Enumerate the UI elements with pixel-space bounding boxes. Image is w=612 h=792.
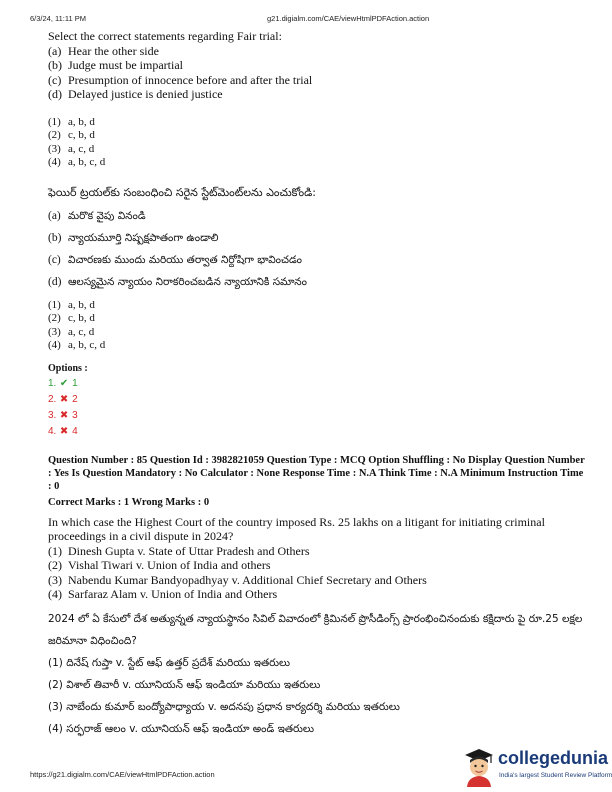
collegedunia-logo: [462, 745, 612, 789]
option-row: 3. ✖ 3: [48, 408, 588, 424]
cross-icon: ✖: [59, 425, 69, 437]
q85-prompt: In which case the Highest Court of the country imposed Rs. 25 lakhs on a litigant for initiating criminal proceedings in a civil dispute in 2024?: [48, 514, 545, 543]
q85-question-info: Question Number : 85 Question Id : 3982821059 Question Type : MCQ Option Shuffling : No Display Question Number : Yes Is Question Mandatory : No Calculator : None Response Time : N.A Think Time : N.A Minimum Instruction Time : 0: [48, 454, 585, 492]
q84-telugu-statement: (b) న్యాయమూర్తి నిష్పక్షపాతంగా ఉండాలి: [48, 231, 219, 244]
q84-telugu-answer: (3) a, c, d: [48, 325, 95, 338]
q85-telugu-answer: (1) దినేష్ గుప్తా v. స్టేట్ ఆఫ్ ఉత్తర్ ప్రదేశ్ మరియు ఇతరులు: [48, 656, 291, 669]
footer-url: https://g21.digialm.com/CAE/viewHtmlPDFAction.action: [30, 770, 215, 779]
q85-answer: (3) Nabendu Kumar Bandyopadhyay v. Additional Chief Secretary and Others: [48, 572, 427, 587]
page-content: [48, 29, 588, 740]
cross-icon: ✖: [59, 393, 69, 405]
q85-telugu-prompt: 2024 లో ఏ కేసులో దేశ అత్యున్నత న్యాయస్థానం సివిల్ వివాదంలో క్రిమినల్ ప్రొసీడింగ్స్ ప్రారంభించినందుకు కక్షిదారు పై రూ.25 లక్షల జరిమానా విధించింది?: [48, 612, 583, 647]
option-row: 1. ✔ 1: [48, 376, 588, 392]
check-icon: ✔: [59, 377, 69, 389]
q85-telugu-answer: (4) సర్ఫరాజ్ ఆలం v. యూనియన్ ఆఫ్ ఇండియా అండ్ ఇతరులు: [48, 722, 314, 735]
q84-telugu-answer: (2) c, b, d: [48, 312, 95, 324]
q84-statement: (c) Presumption of innocence before and after the trial: [48, 72, 313, 87]
q85-answer: (4) Sarfaraz Alam v. Union of India and Others: [48, 587, 278, 601]
option-row: 2. ✖ 2: [48, 392, 588, 408]
q85-marks: Correct Marks : 1 Wrong Marks : 0: [48, 496, 210, 508]
q84-prompt: Select the correct statements regarding Fair trial:: [48, 29, 282, 43]
q84-answer: (1) a, b, d: [48, 115, 95, 128]
options-title: Options :: [48, 362, 88, 374]
cross-icon: ✖: [59, 409, 69, 421]
print-url: g21.digialm.com/CAE/viewHtmlPDFAction.action: [267, 14, 430, 23]
q84-telugu-answer: (4) a, b, c, d: [48, 339, 106, 351]
q85-answer: (2) Vishal Tiwari v. Union of India and others: [48, 558, 271, 572]
q84-telugu-prompt: ఫెయిర్ ట్రయల్‌కు సంబంధించి సరైన స్టేట్‌మెంట్‌లను ఎంచుకోండి:: [48, 185, 316, 199]
q84-telugu-statement: (a) మరొక వైపు వినండి: [48, 209, 146, 222]
graduate-mascot-icon: [462, 745, 496, 787]
q84-statement: (d) Delayed justice is denied justice: [48, 87, 223, 101]
q84-statement: (b) Judge must be impartial: [48, 58, 183, 72]
q84-answer: (3) a, c, d: [48, 142, 95, 155]
q84-telugu-answer: (1) a, b, d: [48, 298, 95, 311]
q85-telugu-answer: (3) నాబేందు కుమార్ బంద్యోపాధ్యాయ v. అదనపు ప్రధాన కార్యదర్శి మరియు ఇతరులు: [48, 700, 400, 713]
print-datetime: 6/3/24, 11:11 PM: [30, 14, 87, 23]
q85-telugu-answer: (2) విశాల్ తివారీ v. యూనియన్ ఆఫ్ ఇండియా మరియు ఇతరులు: [48, 678, 321, 691]
option-row: 4. ✖ 4: [48, 424, 588, 440]
q84-telugu-statement: (d) ఆలస్యమైన న్యాయం నిరాకరించబడిన న్యాయానికి సమానం: [48, 275, 307, 288]
q84-telugu-statement: (c) విచారణకు ముందు మరియు తర్వాత నిర్దోషిగా భావించడం: [48, 253, 302, 266]
q85-answer: (1) Dinesh Gupta v. State of Uttar Pradesh and Others: [48, 543, 310, 558]
q84-statement: (a) Hear the other side: [48, 43, 159, 58]
logo-tagline: India's largest Student Review Platform: [499, 772, 612, 779]
q84-answer: (4) a, b, c, d: [48, 156, 106, 168]
q84-answer: (2) c, b, d: [48, 129, 95, 141]
logo-wordmark: collegedunia: [498, 748, 609, 768]
